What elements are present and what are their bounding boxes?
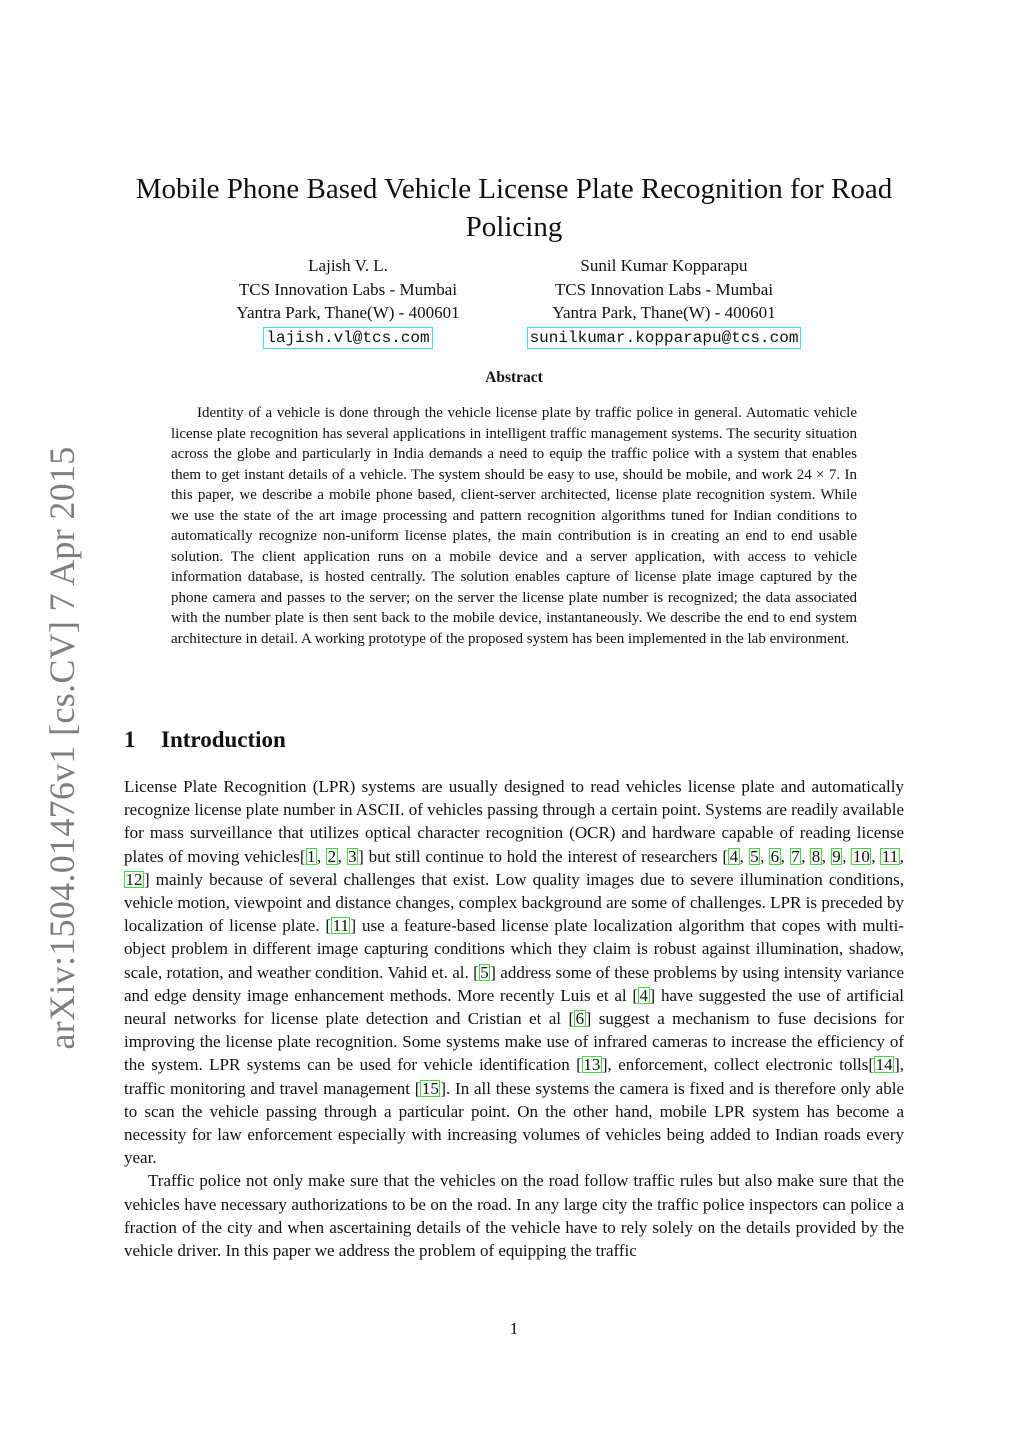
body-text: . In all these systems the camera is fixed and is therefore only able to scan the vehicle passing through a particular point. On the other hand, mobile LPR system has become a necessity for law enforcement especially with increasing volumes of vehicles being added to Indian roads every year. <box>124 1078 904 1168</box>
body-text: but still continue to hold the interest of researchers <box>363 846 723 866</box>
citation-link[interactable]: 11 <box>881 846 899 866</box>
body-text: address some of these problems by using intensity variance and edge density image enhancement methods. More recently Luis et al <box>124 962 905 1005</box>
citation-link[interactable]: 6 <box>575 1009 585 1029</box>
citation-link[interactable]: 4 <box>729 846 739 866</box>
author-block-2 <box>505 254 823 349</box>
citation-link[interactable]: 1 <box>307 846 316 866</box>
body-text: , enforcement, collect electronic tolls <box>607 1055 869 1075</box>
paper-title: Mobile Phone Based Vehicle License Plate Recognition for Road Policing <box>135 173 893 243</box>
author-address: Yantra Park, Thane(W) - 400601 <box>552 303 776 322</box>
author-address: Yantra Park, Thane(W) - 400601 <box>236 303 460 322</box>
citation-link[interactable]: 10 <box>852 846 870 866</box>
citation-link[interactable]: 3 <box>348 846 357 866</box>
intro-paragraph-1: License Plate Recognition (LPR) systems are usually designed to read vehicles license plate and automatically recognize license plate number in ASCII. of vehicles passing through a certain point. Systems are readily available for mass surveillance that utilizes optical character recognition (OCR) and hardware capable of reading license plates of moving vehicles[1, 2, 3] but still continue to hold the interest of researchers [4, 5, 6, 7, 8, 9, 10, 11, 12] mainly because of several challenges that exist. Low quality images due to severe illumination conditions, vehicle motion, viewpoint and distance changes, complex background are some of challenges. LPR is preceded by localization of license plate. [11] use a feature-based license plate localization algorithm that copes with multi-object problem in different image capturing conditions which they claim is robust against illumination, shadow, scale, rotation, and weather condition. Vahid et. al. [5] address some of these problems by using intensity variance and edge density image enhancement methods. More recently Luis et al [4] have suggested the use of artificial neural networks for license plate detection and Cristian et al [6] suggest a mechanism to fuse decisions for improving the license plate recognition. Some systems make use of infrared cameras to increase the efficiency of the system. LPR systems can be used for vehicle identification [13], enforcement, collect electronic tolls[14], traffic monitoring and travel management [15]. In all these systems the camera is fixed and is therefore only able to scan the vehicle passing through a particular point. On the other hand, mobile LPR system has become a necessity for law enforcement especially with increasing volumes of vehicles being added to Indian roads every year. <box>124 777 905 1168</box>
author-name: Sunil Kumar Kopparapu <box>580 256 748 275</box>
arxiv-identifier-stamp: arXiv:1504.01476v1 [cs.CV] 7 Apr 2015 <box>42 446 82 1050</box>
author-affiliation: TCS Innovation Labs - Mumbai <box>554 279 774 299</box>
author-block-1 <box>208 254 488 349</box>
citation-link[interactable]: 11 <box>332 916 349 936</box>
section-title: Introduction <box>161 727 286 752</box>
body-text: use a feature-based license plate localization algorithm that copes with multi-object problem in different image capturing conditions which they claim is robust against illumination, shadow, scale, rotation, and weather condition. Vahid et. al. <box>124 916 904 982</box>
section-heading <box>124 727 286 753</box>
citation-link[interactable]: 9 <box>832 846 841 866</box>
body-text: License Plate Recognition (LPR) systems are usually designed to read vehicles license plate and automatically recognize license plate number in ASCII. of vehicles passing through a certain point. Systems are readily available for mass surveillance that utilizes optical character recognition (OCR) and hardware capable of reading license plates of moving vehicles <box>124 777 904 866</box>
citation-link[interactable]: 4 <box>639 985 649 1005</box>
citation-link[interactable]: 7 <box>791 846 800 866</box>
citation-link[interactable]: 5 <box>480 962 489 982</box>
body-text: , traffic monitoring and travel management <box>124 1055 904 1098</box>
citation-link[interactable]: 13 <box>583 1055 601 1075</box>
citation-link[interactable]: 15 <box>421 1078 439 1098</box>
body-text: mainly because of several challenges that exist. Low quality images due to severe illumination conditions, vehicle motion, viewpoint and distance changes, complex background are some of challenges. LPR is preceded by localization of license plate. <box>124 869 904 936</box>
author-email-link[interactable]: lajish.vl@tcs.com <box>263 327 432 349</box>
introduction-body <box>124 775 904 1262</box>
body-text: suggest a mechanism to fuse decisions for improving the license plate recognition. Some systems make use of infrared cameras to increase the efficiency of the system. LPR systems can be used for vehicle identification <box>124 1009 904 1075</box>
author-name: Lajish V. L. <box>308 256 388 275</box>
citation-link[interactable]: 14 <box>875 1055 893 1075</box>
section-number: 1 <box>124 727 136 752</box>
author-affiliation: TCS Innovation Labs - Mumbai <box>238 279 458 299</box>
page-number: 1 <box>509 1319 519 1338</box>
citation-link[interactable]: 2 <box>327 846 337 866</box>
intro-paragraph-2: Traffic police not only make sure that the vehicles on the road follow traffic rules but also make sure that the vehicles have necessary authorizations to be on the road. In any large city the traffic police inspectors can police a fraction of the city and when ascertaining details of the vehicle have to rely solely on the details provided by the vehicle driver. In this paper we address the problem of equipping the traffic <box>124 1171 904 1261</box>
abstract-heading: Abstract <box>485 369 543 386</box>
abstract-body: Identity of a vehicle is done through the vehicle license plate by traffic police in general. Automatic vehicle license plate recognition has several applications in intelligent traffic management systems. The security situation across the globe and particularly in India demands a need to equip the traffic police with a system that enables them to get instant details of a vehicle. The system should be easy to use, should be mobile, and work 24 × 7. In this paper, we describe a mobile phone based, client-server architected, license plate recognition system. While we use the state of the art image processing and pattern recognition algorithms tuned for Indian conditions to automatically recognize non-uniform license plates, the main contribution is in creating an end to end usable solution. The client application runs on a mobile device and a server application, with access to vehicle information database, is hosted centrally. The solution enables capture of license plate image captured by the phone camera and passes to the server; on the server the license plate number is recognized; the data associated with the number plate is then sent back to the mobile device, instantaneously. We describe the end to end system architecture in detail. A working prototype of the proposed system has been implemented in the lab environment. <box>171 405 857 647</box>
author-email-link[interactable]: sunilkumar.kopparapu@tcs.com <box>527 327 802 349</box>
citation-link[interactable]: 8 <box>811 846 821 866</box>
citation-link[interactable]: 5 <box>750 846 759 866</box>
citation-link[interactable]: 6 <box>770 846 780 866</box>
body-text: have suggested the use of artificial neural networks for license plate detection and Cristian et al <box>124 985 904 1029</box>
citation-link[interactable]: 12 <box>125 869 143 889</box>
